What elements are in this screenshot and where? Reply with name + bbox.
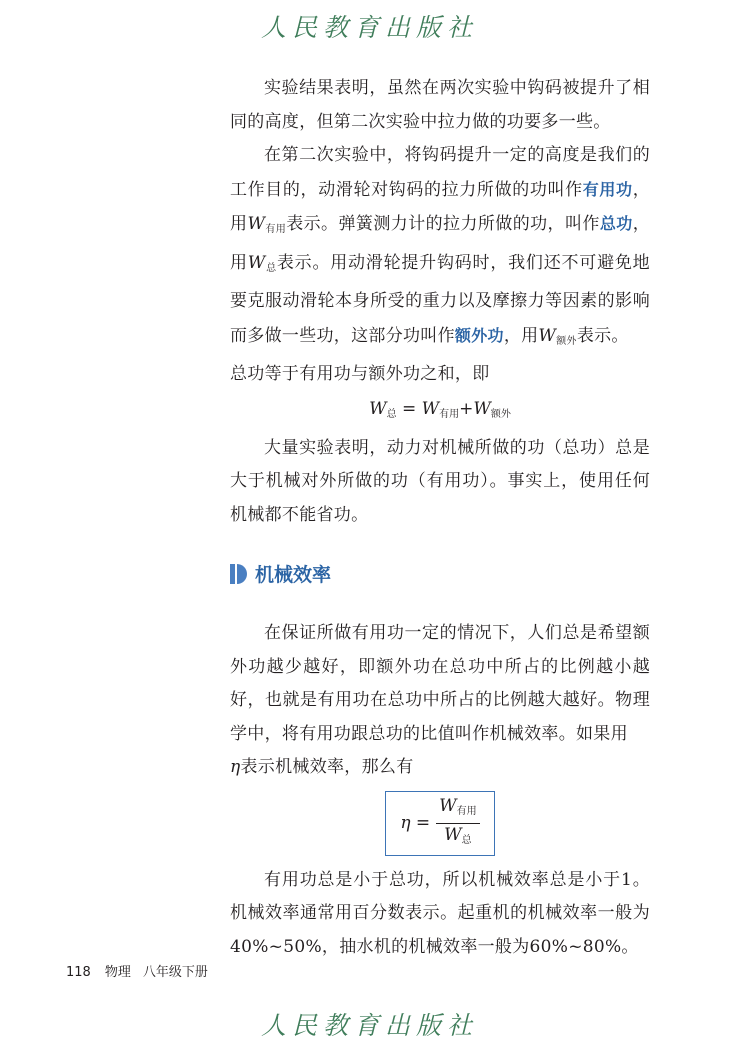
term-total-work: 总功 xyxy=(599,214,633,233)
page-content xyxy=(230,72,650,964)
paragraph-6: 有用功总是小于总功，所以机械效率总是小于1。机械效率通常用百分数表示。起重机的机械效率一般为40%~50%，抽水机的机械效率一般为60%~80%。 xyxy=(230,869,650,957)
efficiency-formula-box: η = $\frac{W_{有用}}{W_总}$ xyxy=(385,791,494,856)
paragraph-5: 在保证所做有用功一定的情况下，人们总是希望额外功越少越好，即额外功在总功中所占的比例越小越好，也就是有用功在总功中所占的比例越大越好。物理学中，将有用功跟总功的比值叫作机械效率。如果用 η表示机械效率，那么有 xyxy=(230,623,650,777)
footer-subject: 物理 xyxy=(104,965,131,980)
total-work-formula: $W_总 = W_{有用}+W_{额外}$ xyxy=(369,398,511,420)
page-footer xyxy=(66,961,208,980)
publisher-logo-bottom: 人民教育出版社 xyxy=(260,1011,478,1040)
publisher-logo-top: 人民教育出版社 xyxy=(260,13,478,42)
paragraph-2: 在第二次实验中，将钩码提升一定的高度是我们的工作目的，动滑轮对钩码的拉力所做的功叫作有用功，用$W_{有用}$表示。弹簧测力计的拉力所做的功，叫作总功，用$W_总$表示。用动滑轮提升钩码时，我们还不可避免地要克服动滑轮本身所受的重力以及摩擦力等因素的影响而多做一些功，这部分功叫作额外功，用$W_{额外}$表示。 xyxy=(230,145,651,347)
term-extra-work: 额外功 xyxy=(454,325,504,345)
paragraph-1: 实验结果表明，虽然在两次实验中钩码被提升了相同的高度，但第二次实验中拉力做的功要多一些。 xyxy=(230,78,650,132)
paragraph-4: 大量实验表明，动力对机械所做的功（总功）总是大于机械对外所做的功（有用功）。事实上，使用任何机械都不能省功。 xyxy=(230,437,650,525)
paragraph-3: 总功等于有用功与额外功之和，即 xyxy=(230,364,490,384)
section-heading xyxy=(230,560,650,587)
page-number: 118 xyxy=(66,965,91,980)
footer-grade: 八年级下册 xyxy=(142,965,208,980)
term-useful-work: 有用功 xyxy=(582,179,633,199)
section-title: 机械效率 xyxy=(255,564,332,586)
section-marker-icon xyxy=(230,564,247,584)
efficiency-fraction: $\frac{W_{有用}}{W_总}$ xyxy=(436,796,479,851)
